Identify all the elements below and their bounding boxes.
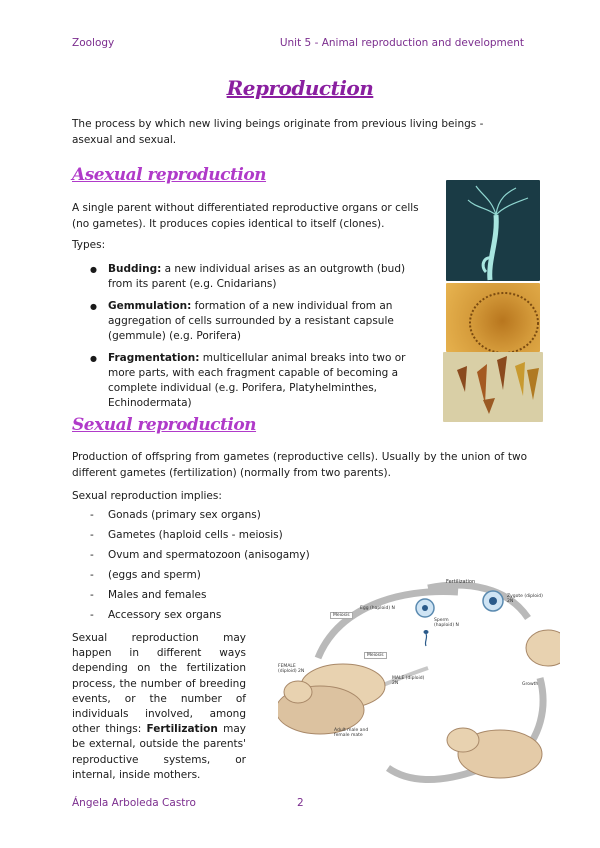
- sexual-description: Production of offspring from gametes (reproductive cells). Usually by the union of two different gametes (fertilization) (normally from two parents).: [72, 451, 527, 479]
- egg-label: Egg (haploid) N: [360, 606, 395, 611]
- asexual-heading: Asexual reproduction: [72, 165, 267, 185]
- fertilization-label: Fertilization: [446, 579, 476, 585]
- types-label: Types:: [72, 239, 106, 251]
- female-label: FEMALE (diploid) 2N: [278, 664, 305, 674]
- sexual-heading: Sexual reproduction: [72, 415, 257, 435]
- page-title: Reproduction: [226, 76, 374, 100]
- fragmentation-text: multicellular animal breaks into two or more parts, with each fragment capable of becoming a complete individual (e.g. Porifera, Platyhelminthes, Echinodermata): [108, 352, 406, 409]
- intro-paragraph: The process by which new living beings originate from previous living beings - asexual and sexual.: [72, 118, 484, 146]
- list-item: - (eggs and sperm): [90, 565, 310, 585]
- list-item: - Gametes (haploid cells - meiosis): [90, 525, 310, 545]
- gemmulation-term: Gemmulation:: [108, 300, 192, 312]
- zygote-label: Zygote (diploid) 2N: [507, 594, 543, 604]
- hydra-budding-image: [446, 180, 540, 281]
- growth-label: Growth: [522, 682, 539, 687]
- list-item: - Ovum and spermatozoon (anisogamy): [90, 545, 310, 565]
- asexual-description: A single parent without differentiated reproductive organs or cells (no gametes). It produces copies identical to itself (clones).: [72, 202, 419, 230]
- sexual-implies-list: [90, 505, 310, 625]
- footer-author: Ángela Arboleda Castro: [72, 797, 196, 809]
- asexual-types-list: [90, 262, 430, 418]
- adult-label: Adult male and female mate: [334, 728, 369, 738]
- life-cycle-diagram: [278, 578, 560, 788]
- meiosis-label-mid: Meiosis: [364, 652, 387, 659]
- list-item: [90, 299, 430, 344]
- list-item: - Gonads (primary sex organs): [90, 505, 310, 525]
- fragmentation-term: Fragmentation:: [108, 352, 200, 364]
- implies-label: Sexual reproduction implies:: [72, 490, 222, 502]
- header-unit: Unit 5 - Animal reproduction and development: [279, 37, 524, 49]
- gemmulation-text: formation of a new individual from an aggregation of cells surrounded by a resistant capsule (gemmule) (e.g. Porifera): [108, 300, 394, 342]
- page-header: [72, 37, 524, 49]
- para-text-a: Sexual reproduction may happen in different ways depending on the fertilization process, the number of breeding events, or the number of individuals involved, among other things:: [72, 632, 246, 736]
- fragmentation-image: [443, 352, 543, 422]
- list-item: - Males and females: [90, 585, 310, 605]
- page-number: 2: [297, 797, 304, 809]
- list-item: - Accessory sex organs: [90, 605, 310, 625]
- male-label: MALE (diploid) 2N: [392, 676, 425, 686]
- gemmule-image: [446, 283, 540, 352]
- para-text-b: may be external, outside the parents' reproductive systems, or internal, inside mothers.: [72, 723, 247, 781]
- fertilization-paragraph: [72, 631, 246, 783]
- header-subject: Zoology: [72, 37, 115, 49]
- budding-text: a new individual arises as an outgrowth (bud) from its parent (e.g. Cnidarians): [108, 263, 406, 290]
- list-item: [90, 351, 430, 411]
- page-footer: [72, 797, 524, 809]
- fertilization-term: Fertilization: [146, 723, 218, 736]
- list-item: [90, 262, 430, 292]
- meiosis-label-top: Meiosis: [330, 612, 353, 619]
- budding-term: Budding:: [108, 263, 162, 275]
- sperm-label: Sperm (haploid) N: [434, 618, 459, 628]
